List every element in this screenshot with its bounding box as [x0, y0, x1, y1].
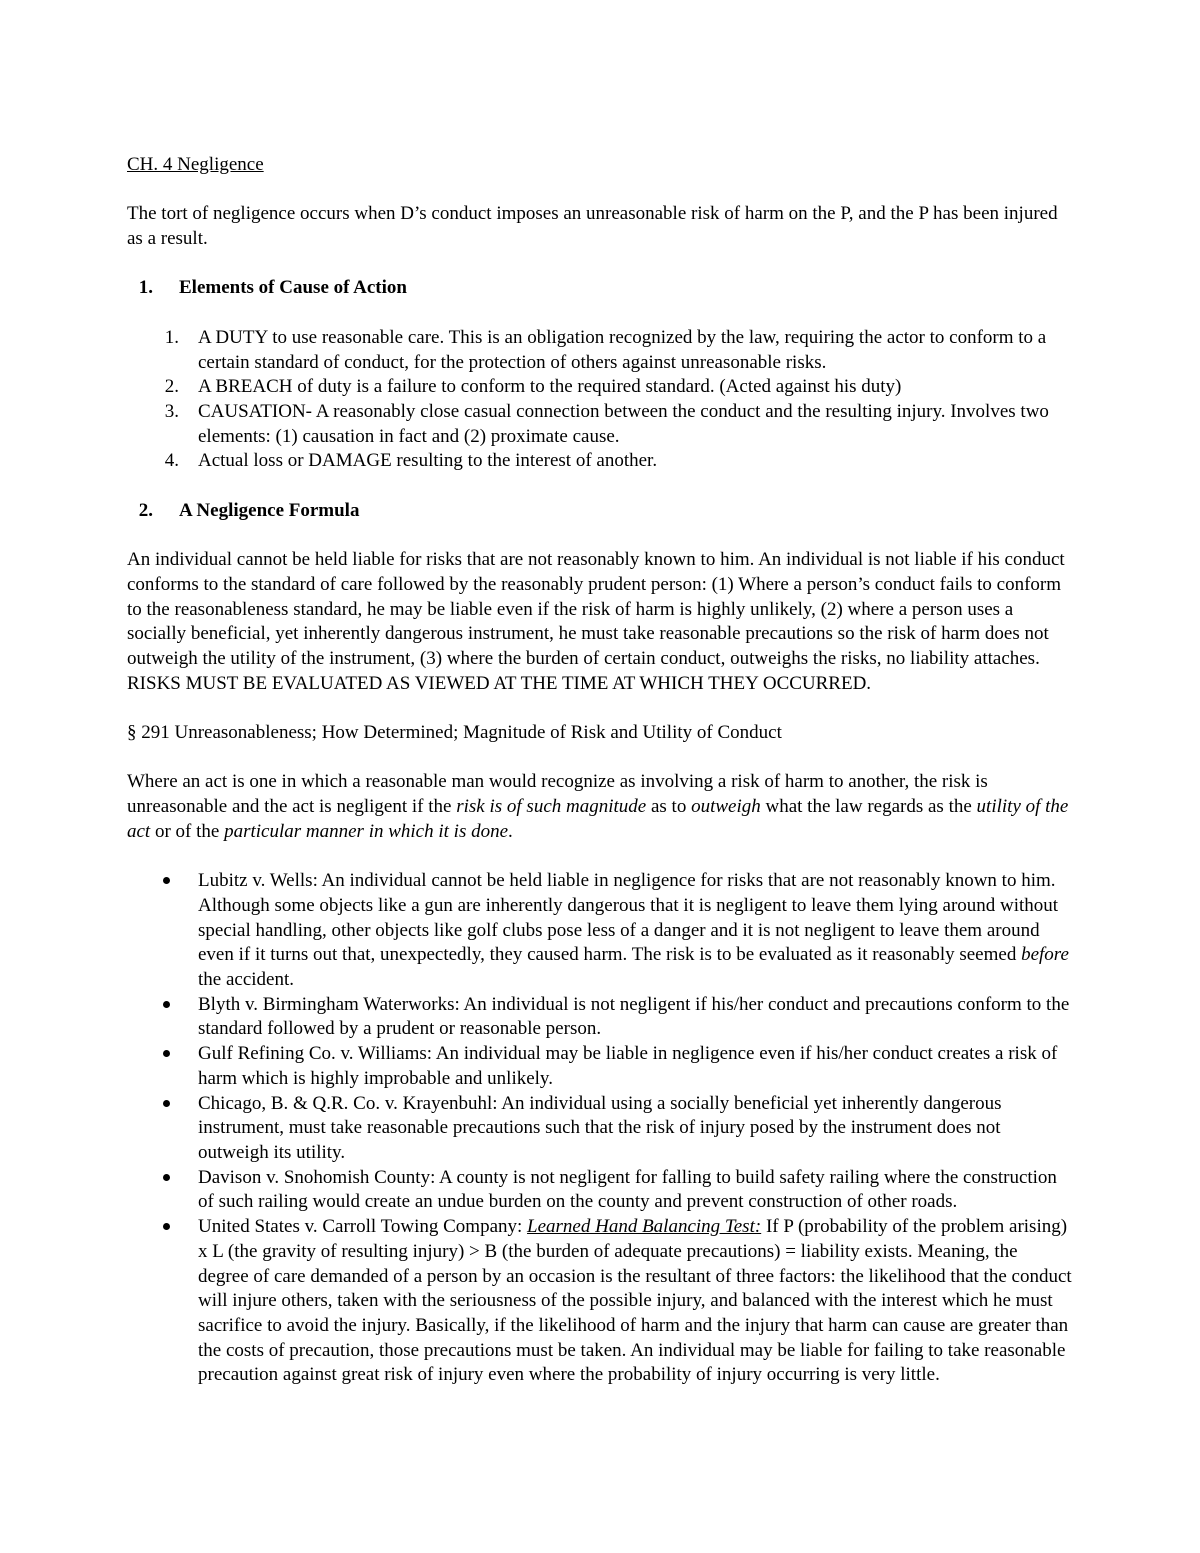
section-number: 2. — [138, 499, 153, 521]
section-title: A Negligence Formula — [179, 499, 360, 521]
list-item-number: 2. — [164, 376, 179, 398]
italic-run: utility of the act — [127, 796, 1069, 842]
list-item-text: A BREACH of duty is a failure to conform to the required standard. (Acted against his duty) — [198, 376, 902, 398]
bullet-icon — [127, 1092, 198, 1166]
section-heading-formula — [127, 499, 1072, 524]
italic-run: outweigh — [691, 796, 761, 818]
case-text — [198, 869, 1072, 993]
section-title: Elements of Cause of Action — [179, 277, 407, 299]
text-run: as to — [646, 796, 692, 818]
bullet-icon — [127, 869, 198, 993]
list-item-number: 4. — [164, 450, 179, 472]
text-run: United States v. Carroll Towing Company: — [198, 1216, 528, 1238]
case-list — [127, 869, 1072, 1388]
list-item-number: 3. — [164, 400, 179, 422]
text-run: . — [508, 820, 513, 842]
case-item-davison — [127, 1166, 1072, 1215]
text-run: If P (probability of the problem arising) x L (the gravity of resulting injury) > B (the burden of adequate precautions) = liability exists. Meaning, the degree of care demanded of a person by an occasion is the resultant of three factors: the likelihood that the conduct will injure others, taken with the seriousness of the possible injury, and balanced with the interest which he must sacrifice to avoid the injury. Basically, if the likelihood of harm and the injury that harm can cause are greater than the costs of precaution, those precautions must be taken. An individual may be liable for failing to take reasonable precaution against great risk of injury even where the probability of injury occurring is very little. — [198, 1216, 1072, 1386]
list-item — [127, 375, 1072, 400]
case-item-lubitz — [127, 869, 1072, 993]
bullet-icon — [127, 993, 198, 1042]
formula-paragraph: An individual cannot be held liable for risks that are not reasonably known to him. An individual is not liable if his conduct conforms to the standard of care followed by the reasonably prudent person: (1) Where a person’s conduct fails to conform to the reasonableness standard, he may be liable even if the risk of harm is highly unlikely, (2) where a person uses a socially beneficial, yet inherently dangerous instrument, he must take reasonable precautions so the risk of harm does not outweigh the utility of the instrument, (3) where the burden of certain conduct, outweighs the risks, no liability attaches. RISKS MUST BE EVALUATED AS VIEWED AT THE TIME AT WHICH THEY OCCURRED. — [127, 549, 1065, 694]
case-text: Blyth v. Birmingham Waterworks: An individual is not negligent if his/her conduct and precautions conform to the standard followed by a prudent or reasonable person. — [198, 993, 1070, 1040]
case-item-blyth — [127, 993, 1072, 1042]
text-run: Lubitz v. Wells: An individual cannot be held liable in negligence for risks that are not reasonably known to him. Although some objects like a gun are inherently dangerous that it is negligent to leave them lying around without special handling, other objects like golf clubs pose less of a danger and it is not negligent to leave them around even if it turns out that, unexpectedly, they caused harm. The risk is to be evaluated as it reasonably seemed — [198, 870, 1059, 966]
bullet-icon — [127, 1215, 198, 1388]
list-item-number: 1. — [164, 326, 179, 348]
section-number: 1. — [138, 277, 153, 299]
text-run: or of the — [150, 820, 225, 842]
document-body — [127, 153, 1072, 1388]
list-item — [127, 449, 1072, 474]
text-run: the accident. — [198, 969, 295, 991]
case-text: Chicago, B. & Q.R. Co. v. Krayenbuhl: An individual using a socially beneficial yet inherently dangerous instrument, must take reasonable precautions such that the risk of injury posed by the instrument does not outweigh its utility. — [198, 1092, 1002, 1163]
underlined-italic-run: Learned Hand Balancing Test: — [527, 1216, 762, 1238]
italic-run: before — [1021, 944, 1069, 966]
section-heading-elements — [127, 276, 1072, 301]
elements-list — [127, 326, 1072, 474]
list-item-text: Actual loss or DAMAGE resulting to the interest of another. — [198, 450, 658, 472]
intro-paragraph: The tort of negligence occurs when D’s conduct imposes an unreasonable risk of harm on the P, and the P has been injured as a result. — [127, 203, 1058, 250]
case-text: Davison v. Snohomish County: A county is not negligent for falling to build safety railing where the construction of such railing would create an undue burden on the county and prevent construction of other roads. — [198, 1166, 1057, 1213]
case-item-gulf — [127, 1042, 1072, 1091]
text-run: Where an act is one in which a reasonable man would recognize as involving a risk of harm to another, the risk is unreasonable and the act is negligent if the — [127, 771, 988, 818]
restatement-paragraph — [127, 770, 1072, 844]
italic-run: particular manner in which it is done — [224, 820, 509, 842]
list-item — [127, 326, 1072, 375]
bullet-icon — [127, 1166, 198, 1215]
case-item-carroll — [127, 1215, 1072, 1388]
list-item — [127, 400, 1072, 449]
italic-run: risk is of such magnitude — [456, 796, 647, 818]
restatement-heading: § 291 Unreasonableness; How Determined; Magnitude of Risk and Utility of Conduct — [127, 722, 782, 744]
list-item-text: CAUSATION- A reasonably close casual connection between the conduct and the resulting injury. Involves two elements: (1) causation in fact and (2) proximate cause. — [198, 400, 1049, 447]
bullet-icon — [127, 1042, 198, 1091]
page-title: CH. 4 Negligence — [127, 154, 264, 175]
text-run: what the law regards as the — [760, 796, 977, 818]
case-text — [198, 1215, 1072, 1388]
case-item-chicago — [127, 1092, 1072, 1166]
case-text: Gulf Refining Co. v. Williams: An individual may be liable in negligence even if his/her conduct creates a risk of harm which is highly improbable and unlikely. — [198, 1043, 1058, 1089]
list-item-text: A DUTY to use reasonable care. This is an obligation recognized by the law, requiring the actor to conform to a certain standard of conduct, for the protection of others against unreasonable risks. — [198, 326, 1047, 373]
